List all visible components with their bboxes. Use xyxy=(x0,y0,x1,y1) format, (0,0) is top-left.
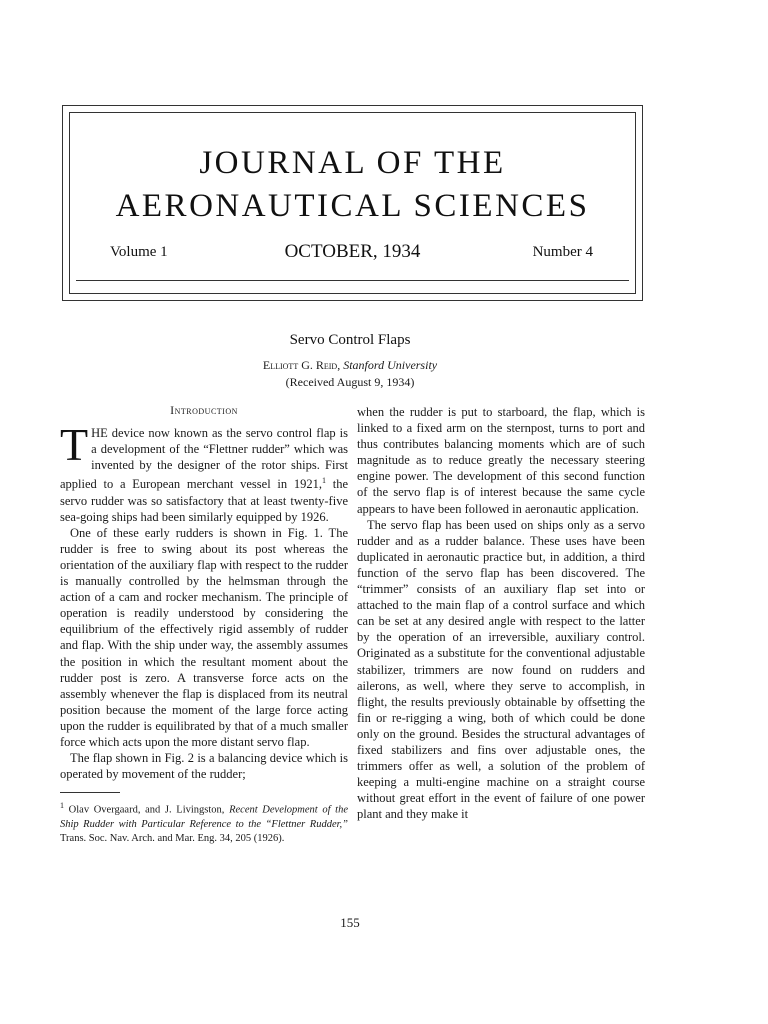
received-date: (Received August 9, 1934) xyxy=(285,375,415,389)
footnote-authors: Olav Overgaard, and J. Livingston, xyxy=(64,804,230,816)
issue-date: OCTOBER, 1934 xyxy=(284,241,421,262)
author-affiliation: Stanford University xyxy=(343,358,438,372)
right-paragraph-2: The servo flap has been used on ships only as a servo rudder and as a rudder balance. These uses have been duplicated in aeronautic practice but, in addition, a third function of the servo flap has been discovered. The “trimmer” consists of an auxiliary flap set into or attached to the main flap of a control surface and which can be set at any desired angle with respect to the latter by the operation of an irreversible, auxiliary control. Originated as a substitute for the conventional adjustable stabilizer, trimmers are now found on rudders and ailerons, as well, where they serve to accomplish, in flight, the results previously obtainable by offsetting the fin or re-rigging a wing, both of which could be done only on the ground. Besides the structural advantages of fixed stabilizers and fins over adjustable ones, the trimmers offer as well, a solution of the problem of keeping a multi-engine machine on a straight course without great effort in the event of failure of one power plant and they make it xyxy=(357,517,645,822)
intro-paragraph-3: The flap shown in Fig. 2 is a balancing device which is operated by movement of the rudder; xyxy=(60,751,348,782)
intro-paragraph-1 xyxy=(60,419,348,525)
journal-title-line2: AERONAUTICAL SCIENCES xyxy=(115,188,590,224)
section-heading: Introduction xyxy=(170,403,238,417)
page-number: 155 xyxy=(340,915,360,930)
right-column xyxy=(357,404,645,822)
journal-title-line1: JOURNAL OF THE xyxy=(199,145,506,181)
masthead-inner-frame xyxy=(69,112,636,294)
article-author xyxy=(0,358,700,373)
left-column xyxy=(60,402,348,846)
footnote xyxy=(60,799,348,846)
volume-label: Volume 1 xyxy=(110,244,168,260)
intro-paragraph-1-text: HE device now known as the servo control flap is a development of the “Flettner rudder” which was invented by the designer of the rotor ships. First applied to a European merchant vessel in 1921, xyxy=(60,426,348,492)
footnote-rest: Trans. Soc. Nav. Arch. and Mar. Eng. 34, 205 (1926). xyxy=(60,832,285,844)
footnote-title: Recent Development of the Ship Rudder with Particular Reference to the “Flettner Rudder,” xyxy=(60,804,349,830)
masthead-bottom-rule xyxy=(76,280,629,281)
footnote-reference: 1 xyxy=(321,476,326,486)
right-paragraph-1: when the rudder is put to starboard, the flap, which is linked to a fixed arm on the sternpost, turns to port and thus contributes balancing moments which are of such magnitude as to reduce greatly the necessary steering engine power. The development of this second function of the servo flap is of interest because the same cycle appears to have been followed in aeronautic application. xyxy=(357,405,645,516)
author-name: Elliott G. Reid, xyxy=(262,358,341,372)
footnote-rule xyxy=(60,792,120,793)
drop-cap: T xyxy=(60,419,89,471)
issue-number: Number 4 xyxy=(532,244,593,260)
masthead-frame xyxy=(62,105,643,301)
article-title: Servo Control Flaps xyxy=(289,332,411,348)
footnote-marker: 1 xyxy=(60,801,64,811)
intro-paragraph-1-end: the servo rudder was so satisfactory that at least twenty-five sea-going ships had been similarly equipped by 1926. xyxy=(60,477,348,524)
intro-paragraph-2: One of these early rudders is shown in Fig. 1. The rudder is free to swing about its post whereas the orientation of the auxiliary flap with respect to the rudder is manually controlled by the helmsman through the action of a cam and rocker mechanism. The principle of operation is readily understood by considering the equilibrium of the effectively rigid assembly of rudder and flap. With the ship under way, the assembly assumes the position in which the resultant moment about the rudder post is zero. A transverse force acts on the assembly whenever the flap is displaced from its neutral position because the moment of the large force acting upon the rudder is equilibrated by that of a much smaller force which acts upon the more distant servo flap. xyxy=(60,525,348,750)
